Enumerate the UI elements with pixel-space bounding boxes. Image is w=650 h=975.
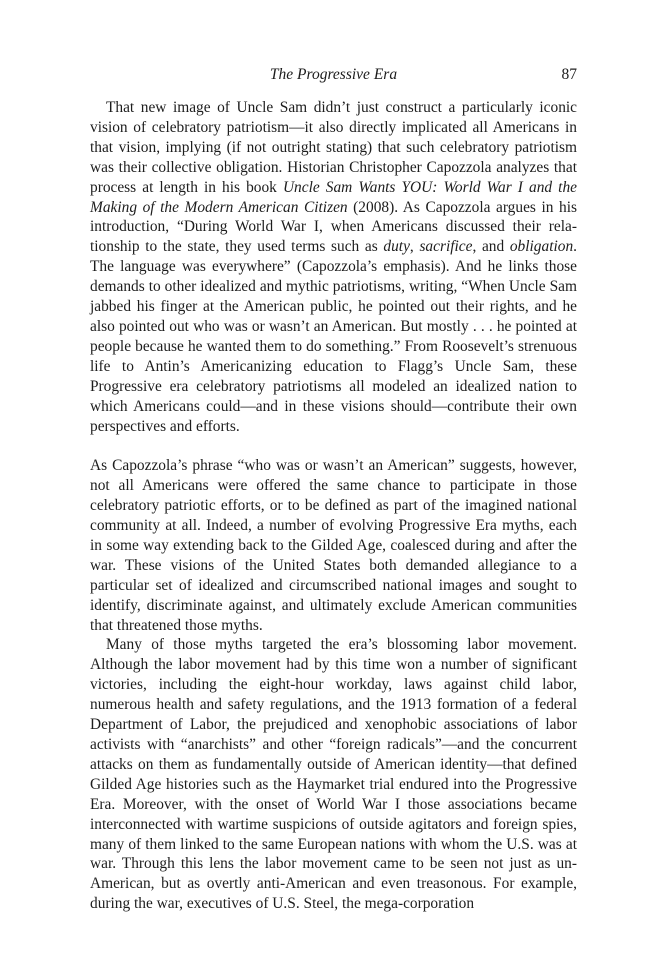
running-header [90,66,577,88]
paragraph-p1 [90,98,577,436]
text-run: , and [472,238,510,256]
text-run: As Capozzola’s phrase “who was or wasn’t an American” suggests, however, not all Americans were offered the same chance to participate in those celebratory patriotic efforts, or to be defined as part of the imagined national community at all. Indeed, a number of evolving Progressive Era myths, each in some way extending back to the Gilded Age, coalesced during and after the war. These visions of the United States both demanded allegiance to a particular set of idealized and circumscribed national images and sought to identify, discriminate against, and ultimately exclude American communities that threatened those myths. [90,457,577,634]
text-run: Many of those myths targeted the era’s blossoming labor movement. Although the labor movement had by this time won a number of significant victories, including the eight-hour workday, laws against child labor, numerous health and safety regulations, and the 1913 formation of a federal Department of Labor, the prejudiced and xenophobic associations of labor activists with “anarchists” and other “foreign radicals”—and the concurrent attacks on them as fundamentally outside of American identity—that defined Gilded Age histories such as the Haymarket trial endured into the Progressive Era. Moreover, with the onset of World War I those associations became interconnected with wartime suspicions of outside agitators and foreign spies, many of them linked to the same European nations with whom the U.S. was at war. Through this lens the labor movement came to be seen not just as un-American, but as overtly anti-American and even treasonous. For example, during the war, executives of U.S. Steel, the mega-corporation [90,636,577,913]
text-run: That new image of Uncle Sam didn’t just construct a particularly iconic vision of celebratory patriotism—it also directly implicated all Americans in that vision, implying (if not outright stating) that such celebratory patriotism was their collective obligation. Historian Christopher Capozzola analyzes that process at length in his book [90,99,577,196]
italic-text: duty [383,238,410,256]
paragraph-p2 [90,456,577,635]
italic-text: sacrifice [419,238,473,256]
text-run: , [409,238,420,256]
text-run: . The language was everywhere” (Capozzola’s emphasis). And he links those demands to other idealized and mythic patriotisms, writing, “When Uncle Sam jabbed his finger at the American public, he pointed out their rights, and he also pointed out who was or wasn’t an American. But mostly . . . he pointed at people because he wanted them to do something.” From Roosevelt’s strenuous life to Antin’s Americanizing education to Flagg’s Uncle Sam, these Progressive era celebratory patriotisms all modeled an idealized nation to which Americans could—and in these visions should—contribute their own perspectives and efforts. [90,238,577,435]
italic-text: obligation [509,238,574,256]
text-run: (2008). As Capozzola argues in his introduction, “During World War I, when Americans discussed their relationship to the state, they used terms such as [90,198,577,256]
paragraph-p3 [90,635,577,914]
running-title: The Progressive Era [269,66,398,83]
body-text [90,98,577,914]
page-number: 87 [561,66,577,83]
italic-text: Uncle Sam Wants YOU: World War I and the Making of the Modern American Citizen [90,178,577,216]
